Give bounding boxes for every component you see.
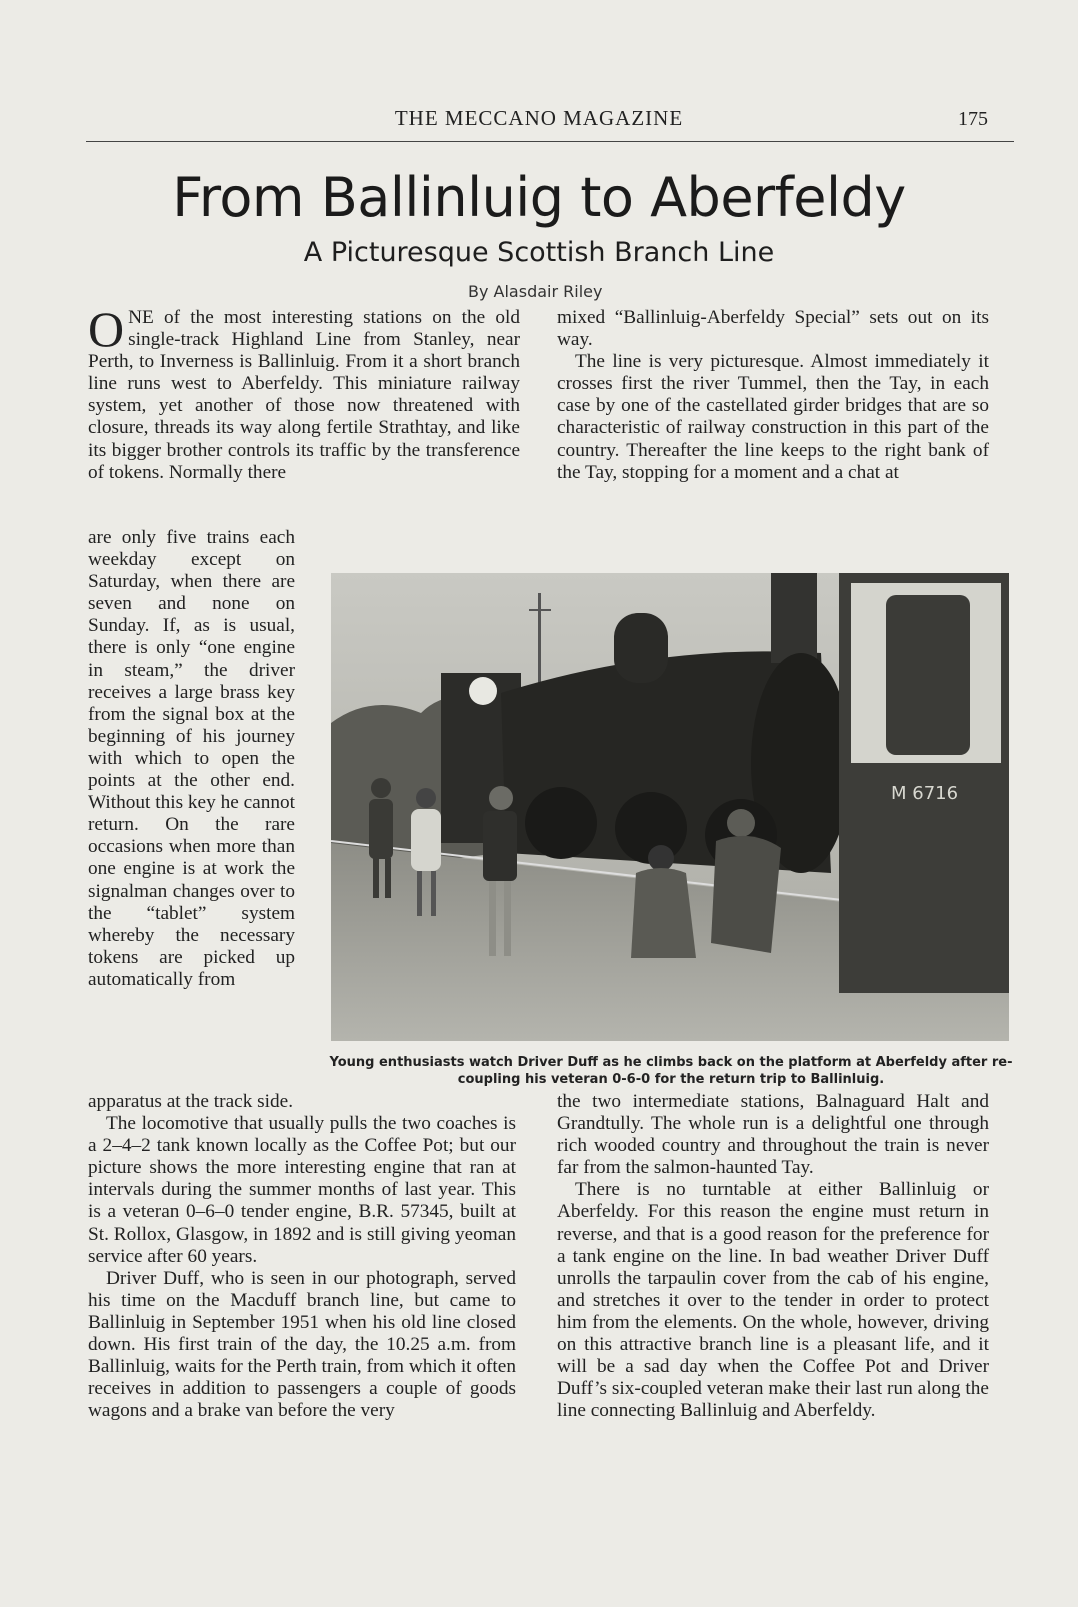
paragraph-picturesque: The line is very picturesque. Almost immediately it crosses first the river Tummel, then the Tay, in each case by one of the castellated girder bridges that are so characteristic of railway construction in this part of the country. Thereafter the line keeps to the right bank of the Tay, stopping for a moment and a chat at [557, 351, 989, 483]
chimney [771, 573, 817, 663]
paragraph-turntable: There is no turntable at either Ballinluig or Aberfeldy. For this reason the engine must return in reverse, and that is a good reason for the preference for a tank engine on the line. In bad weather Driver Duff unrolls the tarpaulin cover from the cab of his engine, and stretches it over to the tender in order to protect him from the elements. On the whole, however, driving on this attractive branch line is a pleasant life, and it will be a sad day when the Coffee Pot and Driver Duff’s six-coupled veteran make their last run along the line connecting Ballinluig and Aberfeldy. [557, 1179, 989, 1422]
article-byline: By Alasdair Riley [468, 282, 603, 301]
steam-dome [614, 613, 668, 683]
cab-window [469, 677, 497, 705]
narrow-text: are only five trains each weekday except on Saturday, when there are seven and none on Sunday. If, as is usual, there is only “one engine in steam,” the driver receives a large brass key from the signal box at the beginning of his journey with which to open the points at the other end. Without this key he cannot return. On the rare occasions when more than one engine is at work the signalman changes over to the “tablet” system whereby the necessary tokens are picked up automatically from [88, 527, 295, 990]
right-column-bottom [557, 1091, 989, 1422]
coach-number: M 6716 [891, 783, 959, 804]
left-column-top [88, 301, 520, 484]
page-number: 175 [958, 108, 988, 130]
intro-text: NE of the most interesting stations on the old single-track Highland Line from Stanley, near Perth, to Inverness is Ballinluig. From it a short branch line runs west to Aberfeldy. This miniature railway system, yet another of those now threatened with closure, threads its way along fertile Strathtay, and like its bigger brother controls its traffic by the transference of tokens. Normally there [88, 307, 520, 483]
left-column-narrow [88, 527, 295, 991]
wheel [525, 787, 597, 859]
article-subtitle: A Picturesque Scottish Branch Line [303, 237, 775, 268]
drop-cap: O [88, 301, 125, 357]
paragraph-intro [88, 301, 520, 484]
article-title: From Ballinluig to Aberfeldy [172, 166, 906, 229]
header-rule [86, 141, 1014, 142]
right-column-top [557, 307, 989, 484]
paragraph-special: mixed “Ballinluig-Aberfeldy Special” sets out on its way. [557, 307, 989, 351]
paragraph-intermediate-stations: the two intermediate stations, Balnaguard Halt and Grandtully. The whole run is a delightful one through rich wooded country and throughout the train is never far from the salmon-haunted Tay. [557, 1091, 989, 1179]
paragraph-locomotive: The locomotive that usually pulls the two coaches is a 2–4–2 tank known locally as the Coffee Pot; but our picture shows the more interesting engine that ran at intervals during the summer months of last year. This is a veteran 0–6–0 tender engine, B.R. 57345, built at St. Rollox, Glasgow, in 1892 and is still giving yeoman service after 60 years. [88, 1113, 516, 1267]
coach-window [886, 595, 970, 755]
paragraph-tokens-end: apparatus at the track side. [88, 1091, 294, 1112]
paragraph-driver-duff: Driver Duff, who is seen in our photograph, served his time on the Macduff branch line, but came to Ballinluig in September 1951 when his old line closed down. His first train of the day, the 10.25 a.m. from Ballinluig, waits for the Perth train, from which it often receives in addition to passengers a couple of goods wagons and a brake van before the very [88, 1267, 516, 1422]
left-column-bottom [88, 1091, 516, 1422]
locomotive-photograph [331, 573, 1009, 1041]
photo-illustration [331, 573, 1009, 1041]
photo-caption: Young enthusiasts watch Driver Duff as he climbs back on the platform at Aberfeldy after re-coupling his veteran 0-6-0 for the return trip to Ballinluig. [329, 1055, 1013, 1087]
magazine-title: THE MECCANO MAGAZINE [394, 106, 684, 130]
